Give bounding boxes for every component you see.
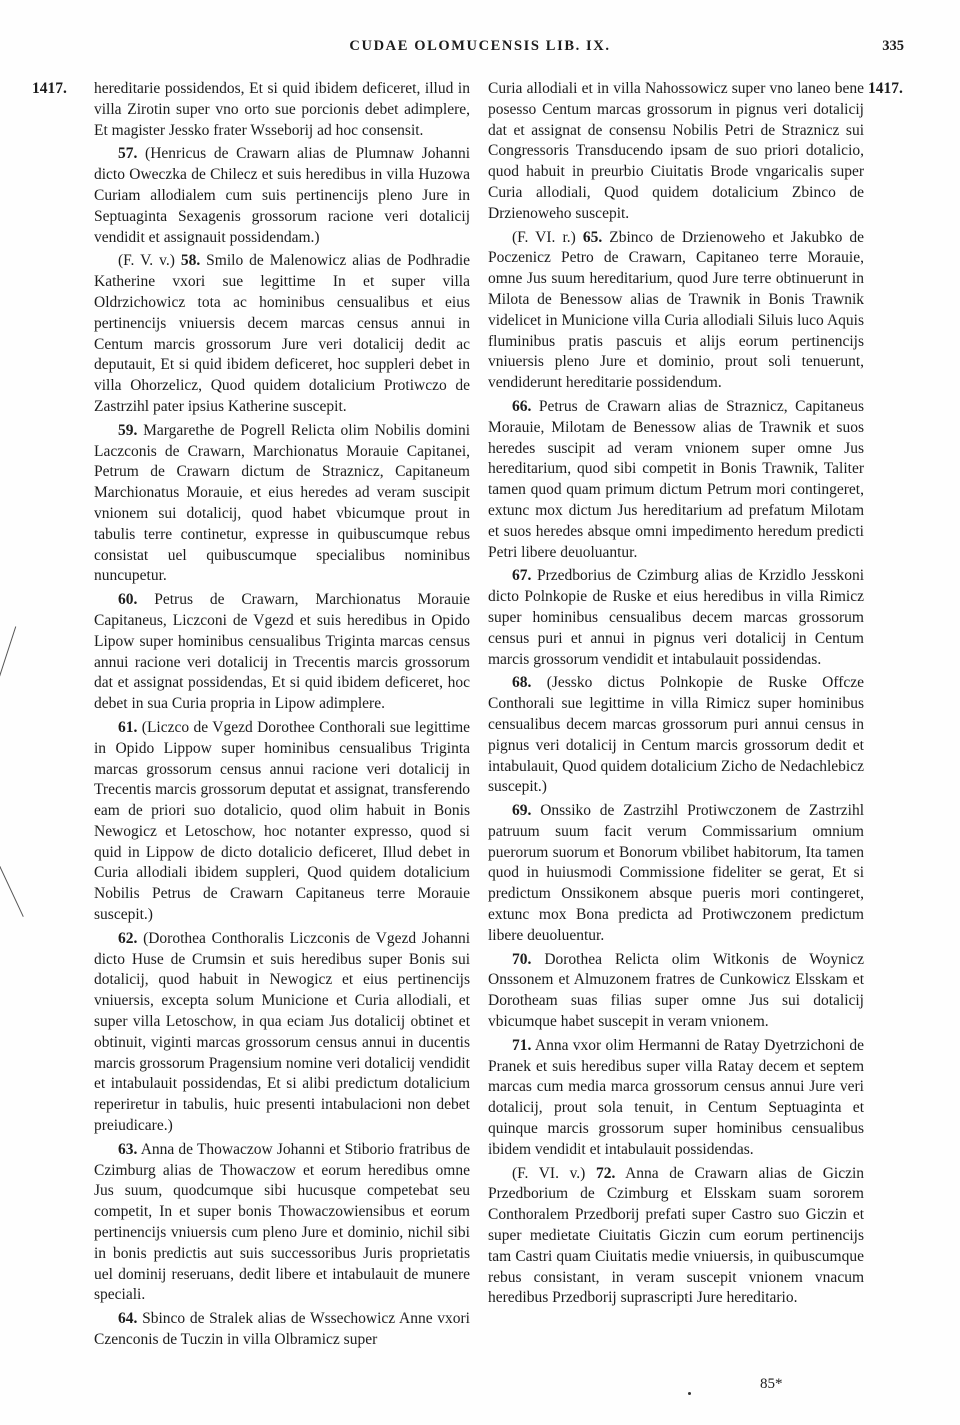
entry-text: Anna de Crawarn alias de Giczin Przedborium de Czimburg et Elsskam suam sororem Conthoralem Przedborij prefati super Castro suo Giczin et super medietate Ciuitatis Giczin cum eorum pertinencijs tam Castri quam Ciuitatis medie vniuersis, in quibuscumque rebus consistant, in veram suscepit vnionem vnacum heredibus Przedborij suprascripti Jure hereditario. <box>488 1164 865 1307</box>
paragraph <box>94 718 470 926</box>
entry-number: 64. <box>118 1310 138 1328</box>
entry-number: 63. <box>118 1140 138 1158</box>
entry-number: 67. <box>512 567 532 585</box>
paragraph <box>488 397 864 563</box>
entry-text: (Liczco de Vgezd Dorothee Conthorali sue legittime in Opido Lippow super hominibus censualibus Triginta marcas grossorum census annui racione veri dotalicij in Trecentis marcis grossorum deputat et assignat, transferendo eam de priori suo dotalicio, quod olim habuit in Bonis Newogicz et Letoschow, hoc notanter expresso, quod si quid in Lippow de dicto dotalicio deficeret, Illud debet in Curia allodiali ibidem suppleri, Quod quidem dotalicium Nobilis Petrus de Crawarn Capitaneus terre Morauie suscepit.) <box>94 718 471 924</box>
paragraph <box>488 1036 864 1161</box>
right-text-column <box>488 79 864 1312</box>
page-number: 335 <box>882 38 904 54</box>
entry-text: Petrus de Crawarn alias de Straznicz, Capitaneus Morauie, Milotam de Benessow alias de Trawnik et suos heredes suscipit ad veram vnionem super omne Jus hereditarium, quod sibi competit in Bonis Trawnik, Taliter tamen quod quam primum dictum Petrum mori contingeret, extunc mox dictum Jus hereditarium ad prefatum Milotam et suos heredes absque omni impedimento heredum predicti Petri libere deuoluantur. <box>488 397 864 561</box>
entry-text: Anna vxor olim Hermanni de Ratay Dyetrzichoni de Pranek et suis heredibus super villa Ratay decem et septem marcas cum media marca grossorum census annui Jure veri dotalicij, prout sola tenuit, in Centum Septuaginta et quinque marcis grossorum super hominibus censualibus ibidem vendidit et intabulauit possidendas. <box>488 1036 864 1158</box>
entry-number: 68. <box>512 674 532 692</box>
entry-number: 62. <box>118 929 138 947</box>
paragraph <box>94 1140 470 1306</box>
entry-text: Curia allodiali et in villa Nahossowicz super vno laneo bene posesso Centum marcas grossorum in pignus veri dotalicij dat et assignat de consensu Nobilis Petri de Straznicz sui Congressoris Transducendo ipsam de suo priori dotalicio, quod habuit in preurbio Ciuitatis Brode vngaricalis super Curia allodiali, Quod quidem dotalicium Zbinco de Drzienoweho suscepit. <box>488 80 864 222</box>
folio-reference: (F. VI. v.) <box>512 1164 586 1182</box>
folio-reference: (F. VI. r.) <box>512 228 576 246</box>
entry-text: hereditarie possidendos, Et si quid ibidem deficeret, illud in villa Zirotin super vno orto sue porcionis debet adimplere, Et magister Jessko frater Wsseborij ad hoc consensit. <box>94 80 470 139</box>
ink-speck <box>688 1392 691 1395</box>
paragraph <box>94 251 470 417</box>
folio-reference: (F. V. v.) <box>118 252 175 270</box>
running-head: CUDAE OLOMUCENSIS LIB. IX. <box>349 38 611 54</box>
margin-pencil-mark <box>0 626 16 683</box>
paragraph <box>94 79 470 141</box>
paragraph <box>94 590 470 715</box>
entry-text: Anna de Thowaczow Johanni et Stiborio fratribus de Czimburg alias de Thowaczow et eorum heredibus omne Jus suum, quodcumque sibi hucusque competebat seu competit, In et super bonis Thowaczowiensibus et eorum pertinencijs vniuersis cum pleno Jure et dominio, nichil sibi in bonis predictis aut suis successoribus Juris proprietatis uel dominij reseruans, dedit libere et intabulauit de munere speciali. <box>94 1140 470 1304</box>
entry-number: 60. <box>118 591 138 609</box>
paragraph <box>94 929 470 1137</box>
entry-text: Sbinco de Stralek alias de Wssechowicz Anne vxori Czenconis de Tuczin in villa Olbramicz super <box>94 1310 470 1349</box>
entry-number: 57. <box>118 145 138 163</box>
paragraph <box>94 1309 470 1351</box>
paragraph <box>488 1164 864 1310</box>
entry-text: (Dorothea Conthoralis Liczconis de Vgezd Johanni dicto Huse de Crumsin et suis heredibus super Bonis sui dotalicij, quod habuit in Newogicz et eius pertinencijs vniuersis, excepta solum Municione et Curia allodiali, et super villa Letoschow, in qua eciam Jus dotalicij obtinet et obtinuit, viginti marcas grossorum census annui in ducentis marcis grossorum Pragensium nomine veri dotalicij vendidit et intabulauit possidendas, Et si alibi predictum dotalicium reperiretur in tabulis, huic presenti intabulacioni non debet preiudicare.) <box>94 929 471 1135</box>
margin-year-right: 1417. <box>868 80 903 97</box>
entry-text: (Henricus de Crawarn alias de Plumnaw Johanni dicto Oweczka de Chilecz et suis heredibus in villa Huzowa Curiam allodialem cum suis pertinencijs pleno Jure in Septuaginta Sexagenis grossorum racione veri dotalicij vendidit et assignauit possidendam.) <box>94 145 470 246</box>
paragraph <box>488 566 864 670</box>
paragraph <box>94 144 470 248</box>
entry-number: 71. <box>512 1036 532 1054</box>
entry-text: (Jessko dictus Polnkopie de Ruske Offcze Conthorali sue legittime in villa Rimicz super hominibus censualibus decem marcas grossorum puri annui census in pignus veri dotalicij in Centum marcis grossorum dedit et intabulauit, Quod quidem dotalicium Zicho de Nedachlebicz suscepit.) <box>488 674 865 796</box>
left-text-column <box>94 79 470 1354</box>
entry-number: 72. <box>595 1164 616 1182</box>
entry-text: Petrus de Crawarn, Marchionatus Morauie Capitaneus, Liczconi de Vgezd et suis heredibus in Opido Lipow super hominibus censualibus Triginta marcas census annui racione veri dotalicij in Trecentis marcis grossorum dat et assignat possidendas, Et si quid ibidem deficeret, hoc debet in sua Curia propria in Lipow adimplere. <box>94 591 471 713</box>
entry-number: 70. <box>512 950 532 968</box>
entry-number: 69. <box>512 802 532 820</box>
entry-text: Zbinco de Drzienoweho et Jakubko de Poczenicz Petro de Crawarn, Capitaneo terre Morauie, omne Jus suum hereditarium, quod Jure terre obtinuerunt in Milota de Benessow alias de Trawnik in Bonis Trawnik videlicet in Municione villa Curia allodiali Siluis luco Aquis fluminibus pratis pascuis et alijs eorum pertinencijs vniuersis pleno Jure et dominio, prout soli tenuerunt, vendiderunt hereditarie possidendum. <box>488 228 864 392</box>
paragraph <box>488 801 864 947</box>
paragraph <box>488 228 864 394</box>
entry-number: 65. <box>582 228 603 246</box>
entry-text: Dorothea Relicta olim Witkonis de Woynicz Onssonem et Almuzonem fratres de Cunkowicz Elsskam et Dorotheam suas filias super omne Jus sui dotalicij vbicumque habet suscepit in veram vnionem. <box>488 950 864 1031</box>
entry-text: Margarethe de Pogrell Relicta olim Nobilis domini Laczconis de Crawarn, Marchionatus Morauie Capitanei, Petrum de Crawarn dictum de Straznicz, Capitaneum Marchionatus Morauie, et eius heredes ad veram suscipit vnionem sui dotalicij, quod habet vbicumque prout in tabulis terre continetur, expresse in quibuscumque rebus consistat uel quibuscumque specialibus nominibus nuncupetur. <box>94 421 471 585</box>
entry-number: 59. <box>118 421 138 439</box>
entry-number: 66. <box>512 397 532 415</box>
paragraph <box>488 79 864 225</box>
entry-number: 61. <box>118 718 138 736</box>
paragraph <box>94 421 470 587</box>
entry-number: 58. <box>180 252 201 270</box>
paragraph <box>488 673 864 798</box>
margin-pencil-mark <box>0 853 24 917</box>
printer-signature: 85* <box>760 1376 783 1392</box>
paragraph <box>488 950 864 1033</box>
entry-text: Przedborius de Czimburg alias de Krzidlo Jesskoni dicto Polnkopie de Ruske et eius heredibus in villa Rimicz super hominibus censualibus decem marcas grossorum census puri et annui in pignus veri dotalicij in Centum marcis grossorum vendidit et intabulauit possidendas. <box>488 567 865 668</box>
page-header <box>0 38 960 62</box>
margin-year-left: 1417. <box>32 80 67 97</box>
entry-text: Onssiko de Zastrzihl Protiwczonem de Zastrzihl patruum suum facit verum Commissarium omnium puerorum suorum et Bonorum vbilibet habitorum, Ita tamen quod in huiusmodi Commissione fideliter se gerat, Et si predictum Onssikonem absque pueris mori contingeret, extunc mox Bona predicta ad Protiwczonem predictum libere deuoluentur. <box>488 802 864 944</box>
entry-text: Smilo de Malenowicz alias de Podhradie Katherine vxori sue legittime In et super villa Oldrzichowicz tota ac hominibus censualibus et eius pertinencijs vniuersis decem marcas census annui in Centum marcis grossorum Jure veri dotalicij dedit ac deputauit, Et si quid ibidem deficeret, hoc suppleri debet in villa Ohorzelicz, Quod quidem dotalicium Protiwczo de Zastrzihl pater ipsius Katherine suscepit. <box>94 252 471 415</box>
